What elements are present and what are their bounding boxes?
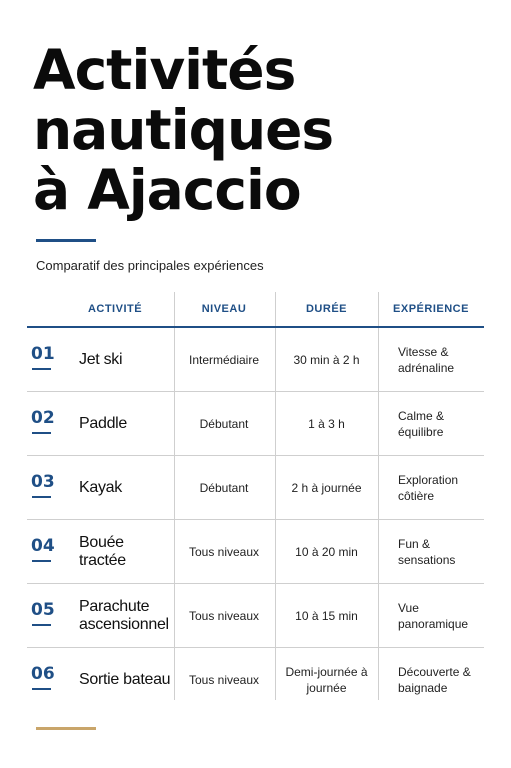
page-title-line-3: à Ajaccio — [33, 158, 301, 222]
table-row — [27, 584, 484, 648]
title-accent-rule — [36, 239, 96, 242]
header-activite: ACTIVITÉ — [87, 303, 143, 315]
cell-activite: Paddle — [79, 414, 128, 432]
cell-niveau: Tous niveaux — [188, 672, 260, 687]
cell-activite: Bouée tractée — [79, 533, 126, 569]
header-duree: DURÉE — [305, 303, 347, 315]
cell-niveau: Débutant — [199, 416, 249, 431]
cell-activite: Parachute ascensionnel — [79, 597, 169, 633]
row-number: 02 — [31, 408, 55, 428]
cell-experience: Exploration côtière — [398, 472, 459, 503]
cell-niveau: Tous niveaux — [188, 608, 260, 623]
row-number: 04 — [31, 536, 55, 556]
cell-niveau: Intermédiaire — [188, 352, 260, 367]
cell-duree: 2 h à journée — [291, 480, 362, 495]
cell-niveau: Tous niveaux — [188, 544, 260, 559]
table-header-row — [27, 292, 484, 328]
page-title-line-1: Activités — [33, 38, 296, 102]
row-number: 03 — [31, 472, 55, 492]
table-row — [27, 520, 484, 584]
comparison-table — [27, 292, 484, 711]
cell-niveau: Débutant — [199, 480, 249, 495]
cell-duree: 10 à 20 min — [295, 544, 358, 559]
cell-experience: Vitesse & adrénaline — [398, 344, 455, 375]
cell-activite: Jet ski — [79, 350, 123, 368]
cell-duree: Demi-journée à journée — [285, 664, 368, 695]
table-row — [27, 392, 484, 456]
cell-activite: Sortie bateau — [79, 670, 171, 688]
row-number: 05 — [31, 600, 55, 620]
header-experience: EXPÉRIENCE — [393, 303, 469, 315]
row-number-underline — [32, 624, 51, 626]
row-number-underline — [32, 368, 51, 370]
page-subtitle: Comparatif des principales expériences — [36, 258, 264, 273]
table-row — [27, 456, 484, 520]
cell-experience: Calme & équilibre — [398, 408, 445, 439]
cell-experience: Vue panoramique — [398, 600, 469, 631]
page-title-line-2: nautiques — [33, 98, 334, 162]
row-number-underline — [32, 560, 51, 562]
row-number: 06 — [31, 664, 55, 684]
cell-experience: Découverte & baignade — [398, 664, 471, 695]
page-title — [33, 40, 333, 220]
row-number: 01 — [31, 344, 55, 364]
cell-duree: 30 min à 2 h — [293, 352, 360, 367]
row-number-underline — [32, 496, 51, 498]
table-row — [27, 648, 484, 711]
footer-accent-rule — [36, 727, 96, 730]
cell-duree: 1 à 3 h — [308, 416, 345, 431]
cell-activite: Kayak — [79, 478, 122, 496]
cell-experience: Fun & sensations — [398, 536, 456, 567]
row-number-underline — [32, 432, 51, 434]
cell-duree: 10 à 15 min — [295, 608, 358, 623]
row-number-underline — [32, 688, 51, 690]
table-row — [27, 328, 484, 392]
header-niveau: NIVEAU — [201, 303, 247, 315]
